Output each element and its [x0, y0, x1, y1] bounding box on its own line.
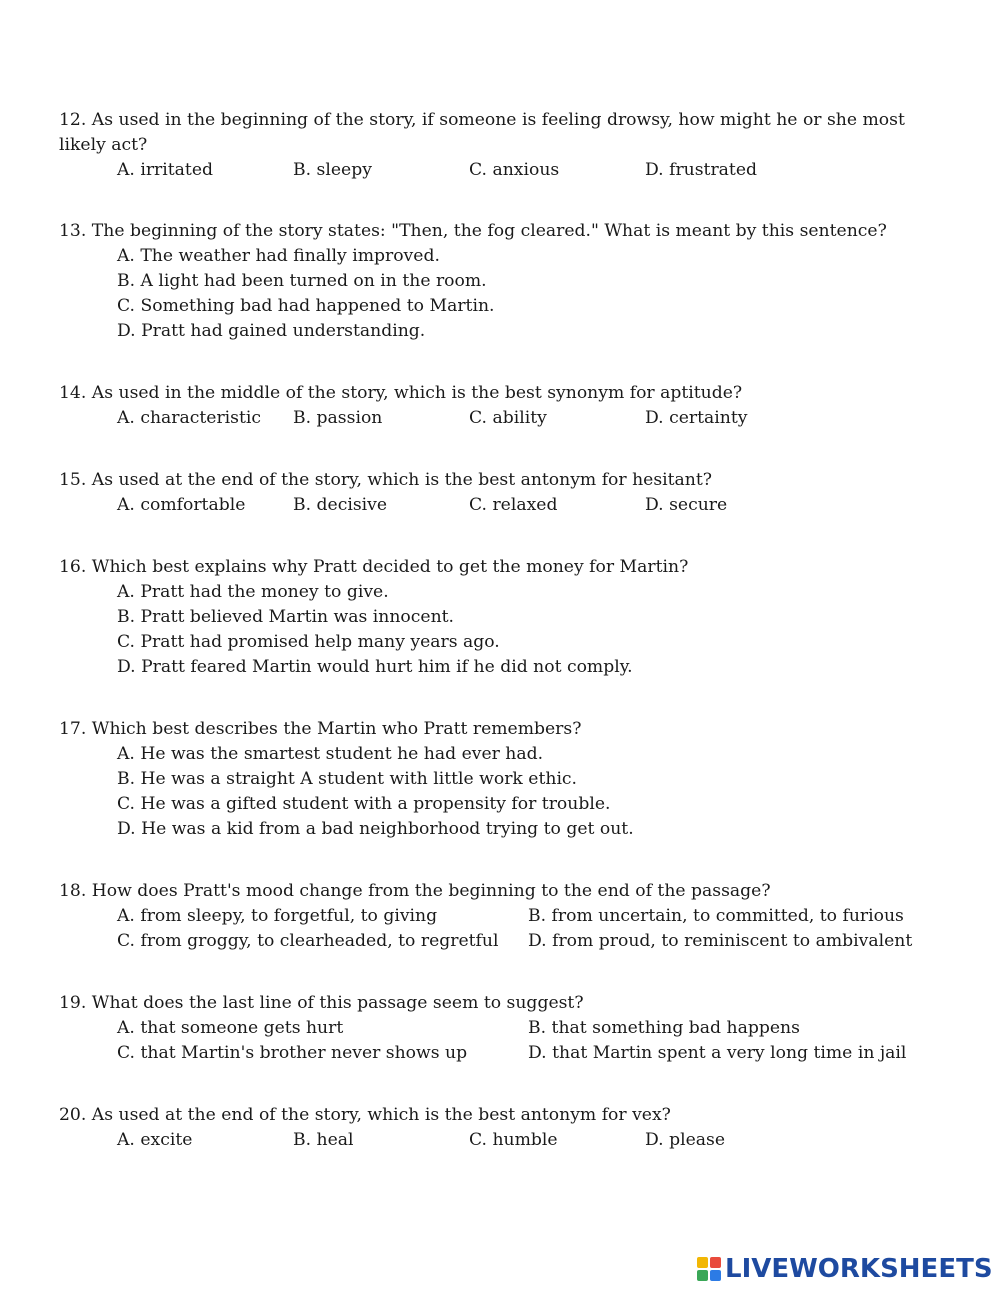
answer-options [59, 1016, 929, 1066]
question-20 [59, 1103, 929, 1153]
option-d[interactable]: D. please [645, 1130, 726, 1150]
option-a[interactable]: A. He was the smartest student he had ever had. [117, 744, 544, 764]
brand-name: LIVEWORKSHEETS [725, 1254, 993, 1284]
option-b[interactable]: B. that something bad happens [528, 1018, 800, 1038]
question-stem: 18. How does Pratt's mood change from the beginning to the end of the passage? [59, 881, 771, 901]
question-14 [59, 381, 929, 431]
answer-options [59, 158, 929, 183]
option-d[interactable]: D. frustrated [645, 160, 758, 180]
option-b[interactable]: B. Pratt believed Martin was innocent. [117, 607, 455, 627]
option-a[interactable]: A. irritated [117, 160, 213, 180]
option-d[interactable]: D. Pratt had gained understanding. [117, 321, 426, 341]
option-d[interactable]: D. Pratt feared Martin would hurt him if he did not comply. [117, 657, 633, 677]
option-a[interactable]: A. that someone gets hurt [117, 1018, 344, 1038]
option-b[interactable]: B. from uncertain, to committed, to furious [528, 906, 904, 926]
option-a[interactable]: A. excite [117, 1130, 193, 1150]
option-a[interactable]: A. characteristic [117, 408, 262, 428]
option-c[interactable]: C. humble [469, 1130, 558, 1150]
option-c[interactable]: C. anxious [469, 160, 560, 180]
question-15 [59, 468, 929, 518]
option-b[interactable]: B. He was a straight A student with little work ethic. [117, 769, 578, 789]
logo-square-icon [697, 1257, 708, 1268]
question-stem: 12. As used in the beginning of the story, if someone is feeling drowsy, how might he or she most likely act? [59, 110, 905, 155]
option-b[interactable]: B. heal [293, 1130, 354, 1150]
answer-options [117, 742, 929, 842]
option-d[interactable]: D. from proud, to reminiscent to ambivalent [528, 931, 913, 951]
question-stem: 14. As used in the middle of the story, which is the best synonym for aptitude? [59, 383, 743, 403]
option-b[interactable]: B. sleepy [293, 160, 372, 180]
answer-options [117, 244, 929, 344]
answer-options [59, 904, 929, 954]
question-13 [59, 219, 929, 344]
option-c[interactable]: C. from groggy, to clearheaded, to regretful [117, 931, 499, 951]
question-stem: 17. Which best describes the Martin who Pratt remembers? [59, 719, 582, 739]
option-a[interactable]: A. from sleepy, to forgetful, to giving [117, 906, 438, 926]
question-stem: 13. The beginning of the story states: "Then, the fog cleared." What is meant by this sentence? [59, 221, 887, 241]
question-17 [59, 717, 929, 842]
option-d[interactable]: D. certainty [645, 408, 748, 428]
answer-options [59, 1128, 929, 1153]
liveworksheets-logo [697, 1253, 993, 1285]
logo-square-icon [710, 1270, 721, 1281]
answer-options [59, 406, 929, 431]
option-c[interactable]: C. Pratt had promised help many years ago. [117, 632, 500, 652]
option-a[interactable]: A. The weather had finally improved. [117, 246, 440, 266]
logo-square-icon [697, 1270, 708, 1281]
answer-options [117, 580, 929, 680]
option-c[interactable]: C. ability [469, 408, 547, 428]
option-d[interactable]: D. He was a kid from a bad neighborhood trying to get out. [117, 819, 634, 839]
logo-squares-icon [697, 1257, 721, 1281]
question-stem: 20. As used at the end of the story, which is the best antonym for vex? [59, 1105, 671, 1125]
option-c[interactable]: C. He was a gifted student with a propensity for trouble. [117, 794, 611, 814]
question-stem: 15. As used at the end of the story, which is the best antonym for hesitant? [59, 470, 712, 490]
option-b[interactable]: B. passion [293, 408, 383, 428]
question-19 [59, 991, 929, 1066]
answer-options [59, 493, 929, 518]
option-a[interactable]: A. Pratt had the money to give. [117, 582, 389, 602]
question-18 [59, 879, 929, 954]
option-d[interactable]: D. that Martin spent a very long time in jail [528, 1043, 907, 1063]
option-d[interactable]: D. secure [645, 495, 728, 515]
option-c[interactable]: C. Something bad had happened to Martin. [117, 296, 495, 316]
option-b[interactable]: B. A light had been turned on in the room. [117, 271, 487, 291]
option-a[interactable]: A. comfortable [117, 495, 246, 515]
question-stem: 16. Which best explains why Pratt decided to get the money for Martin? [59, 557, 689, 577]
question-16 [59, 555, 929, 680]
question-stem: 19. What does the last line of this passage seem to suggest? [59, 993, 584, 1013]
logo-square-icon [710, 1257, 721, 1268]
option-b[interactable]: B. decisive [293, 495, 388, 515]
option-c[interactable]: C. that Martin's brother never shows up [117, 1043, 468, 1063]
option-c[interactable]: C. relaxed [469, 495, 558, 515]
question-12 [59, 108, 929, 183]
